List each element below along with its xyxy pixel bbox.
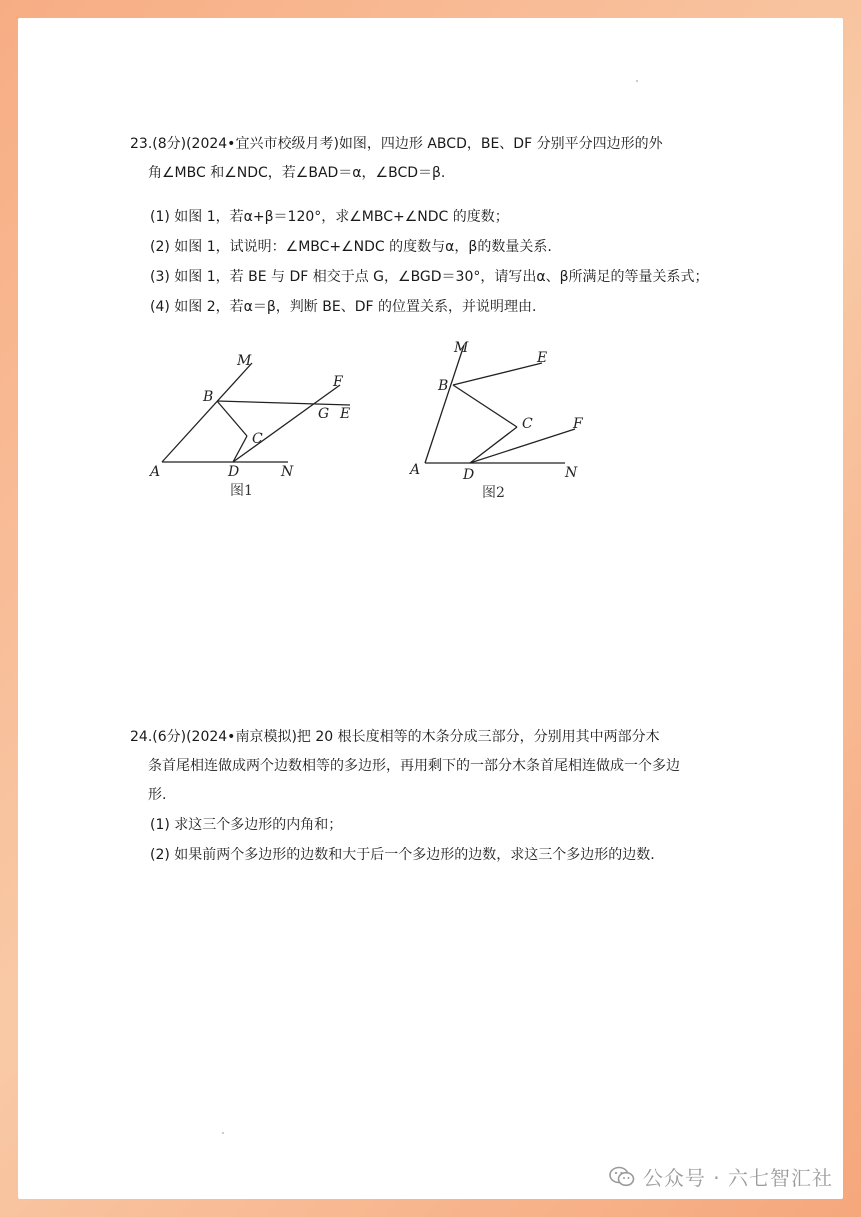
fig1-label-G: G bbox=[318, 406, 330, 422]
question-23-part2: (2) 如图 1，试说明：∠MBC+∠NDC 的度数与α，β的数量关系. bbox=[150, 239, 552, 255]
question-24-part2: (2) 如果前两个多边形的边数和大于后一个多边形的边数，求这三个多边形的边数. bbox=[150, 847, 655, 863]
figure-1 bbox=[140, 345, 370, 505]
fig1-caption: 图1 bbox=[230, 483, 253, 499]
line-AM bbox=[162, 363, 252, 462]
line-CD bbox=[233, 436, 247, 462]
question-23-stem-line2: 角∠MBC 和∠NDC，若∠BAD＝α，∠BCD＝β. bbox=[148, 165, 446, 181]
line-BC bbox=[217, 401, 247, 436]
question-24-stem-line3: 形. bbox=[148, 787, 167, 803]
fig1-label-C: C bbox=[252, 431, 263, 447]
fig2-label-M: M bbox=[454, 340, 469, 356]
fig1-label-A: A bbox=[150, 464, 161, 480]
question-23-part1: (1) 如图 1，若α+β＝120°，求∠MBC+∠NDC 的度数； bbox=[150, 209, 509, 225]
fig1-label-B: B bbox=[203, 389, 214, 405]
line-CD bbox=[470, 427, 517, 463]
line-DF bbox=[470, 429, 575, 463]
fig2-caption: 图2 bbox=[482, 485, 505, 501]
watermark bbox=[609, 1162, 833, 1191]
question-23-part4: (4) 如图 2，若α＝β，判断 BE、DF 的位置关系，并说明理由. bbox=[150, 299, 537, 315]
line-BE bbox=[217, 401, 350, 405]
fig1-label-E: E bbox=[340, 406, 351, 422]
question-23 bbox=[130, 130, 740, 322]
figure-2 bbox=[400, 335, 600, 505]
question-24-stem-line1: 24.(6分)(2024•南京模拟)把 20 根长度相等的木条分成三部分，分别用其中两部分木 bbox=[130, 729, 660, 745]
line-BC bbox=[453, 385, 517, 427]
fig2-label-A: A bbox=[410, 462, 421, 478]
fig1-label-D: D bbox=[228, 464, 240, 480]
fig1-label-F: F bbox=[333, 374, 343, 390]
fig1-label-M: M bbox=[237, 353, 252, 369]
line-AM bbox=[425, 345, 464, 463]
question-24-part1: (1) 求这三个多边形的内角和； bbox=[150, 817, 343, 833]
fig2-label-N: N bbox=[565, 465, 578, 481]
fig2-label-D: D bbox=[463, 467, 475, 483]
wechat-icon bbox=[609, 1166, 635, 1188]
fig2-label-F: F bbox=[573, 416, 583, 432]
question-23-part3: (3) 如图 1，若 BE 与 DF 相交于点 G，∠BGD＝30°，请写出α、β所满足的等量关系式； bbox=[150, 269, 709, 285]
fig2-label-B: B bbox=[438, 378, 449, 394]
question-23-stem-line1: 23.(8分)(2024•宜兴市校级月考)如图，四边形 ABCD，BE、DF 分别平分四边形的外 bbox=[130, 136, 663, 152]
question-24 bbox=[130, 723, 740, 870]
fig1-label-N: N bbox=[281, 464, 294, 480]
speck bbox=[222, 1132, 224, 1134]
fig2-label-E: E bbox=[537, 350, 548, 366]
line-BE bbox=[453, 363, 542, 385]
watermark-text: 公众号 · 六七智汇社 bbox=[642, 1166, 833, 1190]
line-DF bbox=[233, 385, 340, 462]
speck bbox=[636, 80, 638, 82]
question-24-stem-line2: 条首尾相连做成两个边数相等的多边形，再用剩下的一部分木条首尾相连做成一个多边 bbox=[148, 758, 680, 774]
fig2-label-C: C bbox=[522, 416, 533, 432]
